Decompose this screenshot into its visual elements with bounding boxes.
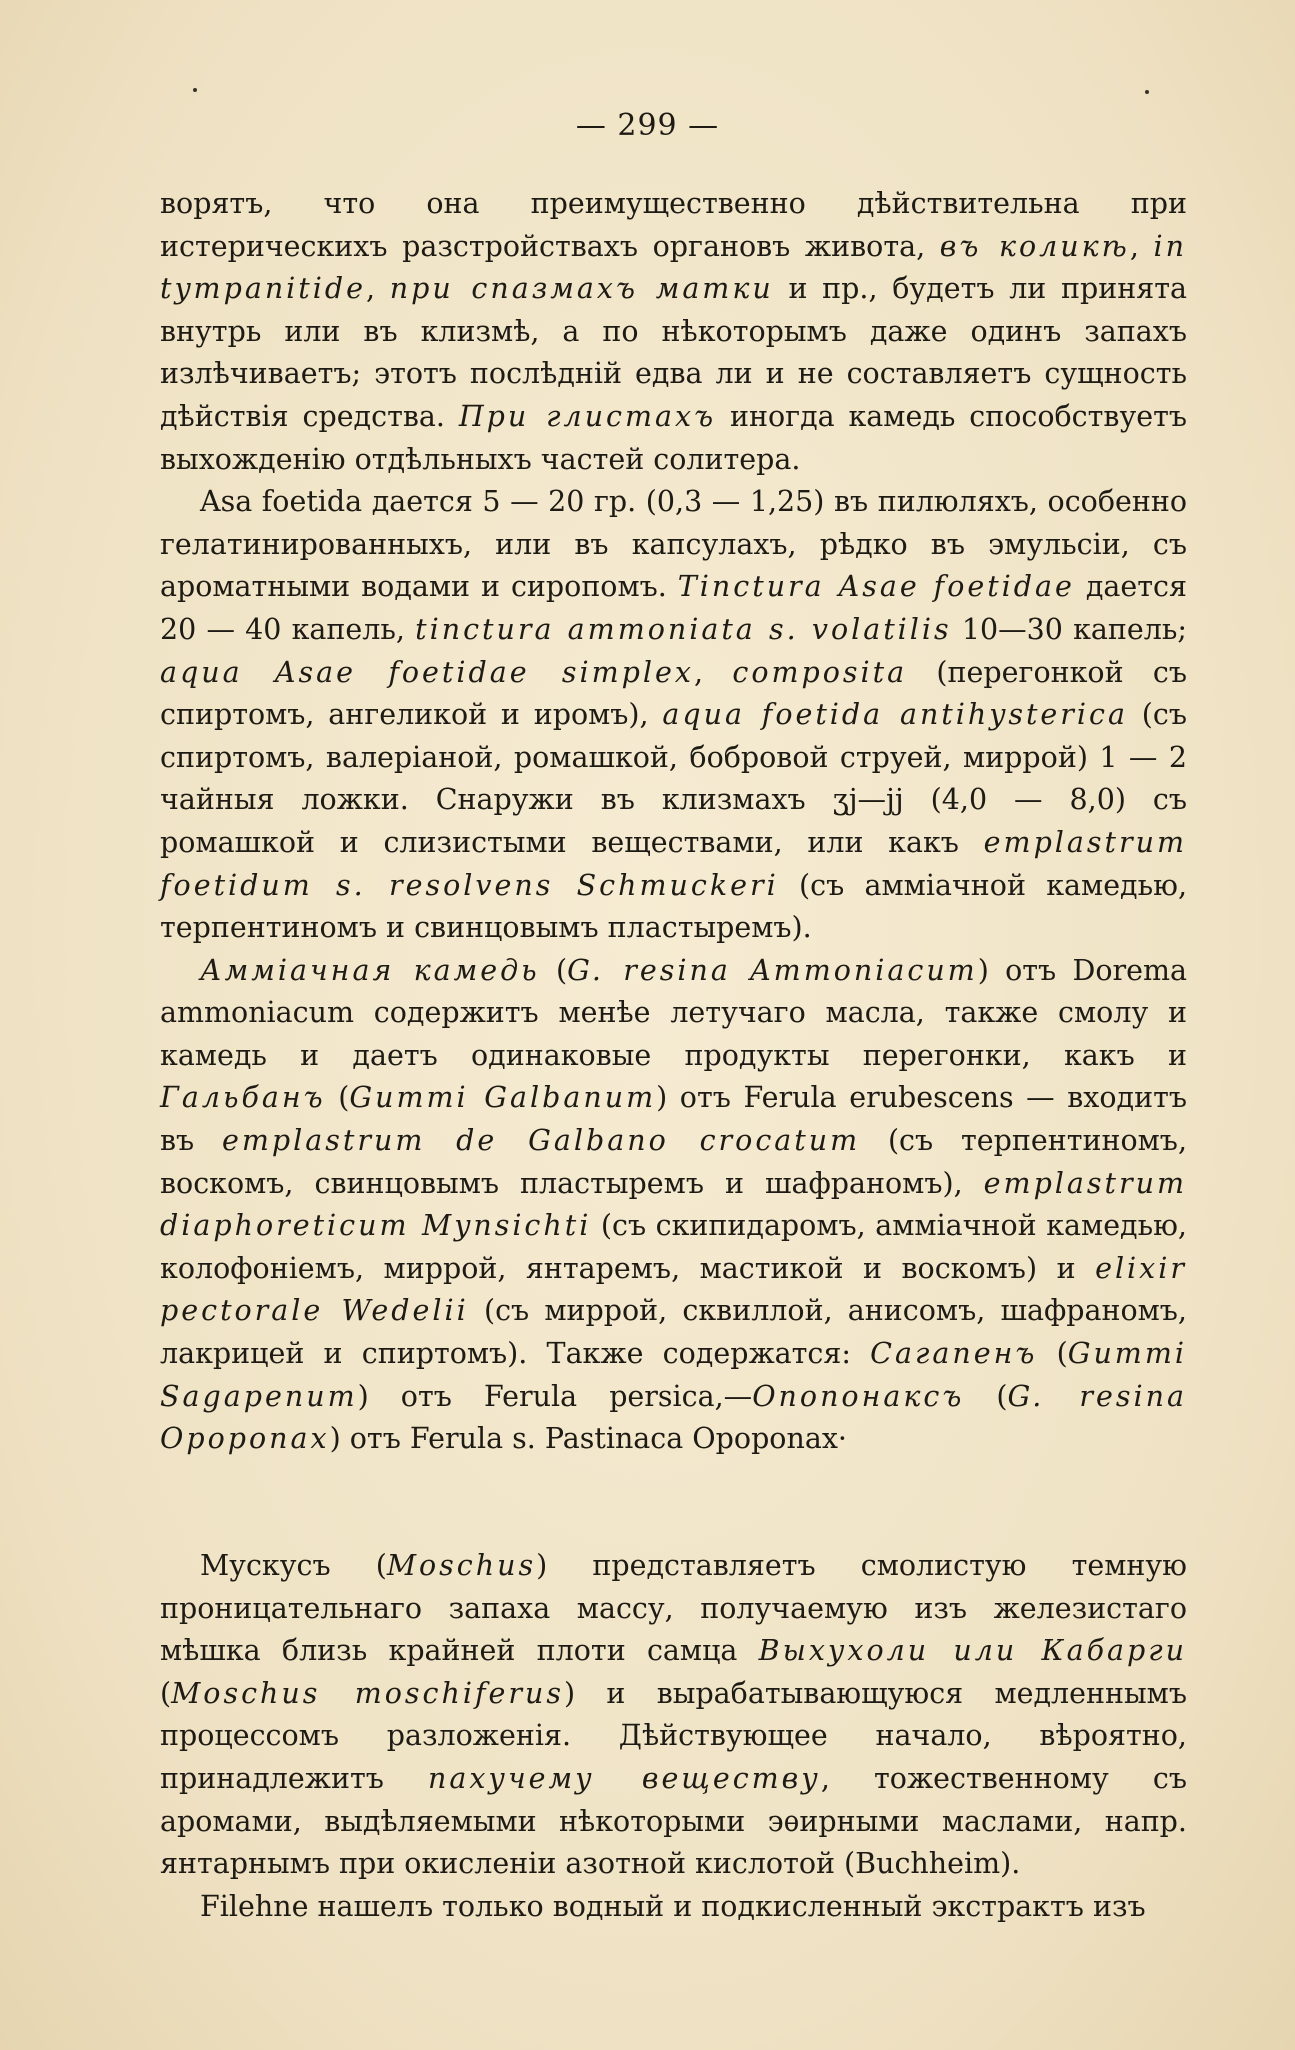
print-speck	[1145, 90, 1149, 94]
text-block-upper	[160, 183, 1187, 1461]
paragraph-filehne: Filehne нашелъ только водный и подкисленный экстрактъ изъ	[200, 1889, 1146, 1923]
paragraph-hysteria: ворятъ, что она преимущественно дѣйствительна при истерическихъ разстройствахъ органовъ живота, въ коликѣ, in tympanitide, при спазмахъ матки и пр., будетъ ли принята внутрь или въ клизмѣ, а по нѣкоторымъ даже одинъ запахъ излѣчиваетъ; этотъ послѣдній едва ли и не составляетъ сущность дѣйствія средства. При глистахъ иногда камедь способствуетъ выхожденію отдѣльныхъ частей солитера.	[160, 187, 1187, 476]
paragraph-ammoniacum: Амміачная камедь (G. resina Ammoniacum) отъ Dorema ammoniacum содержитъ менѣе летучаго масла, также смолу и камедь и даетъ одинаковые продукты перегонки, какъ и Гальбанъ (Gummi Galbanum) отъ Ferula erubescens — входитъ въ emplastrum de Galbano crocatum (съ терпентиномъ, воскомъ, свинцовымъ пластыремъ и шафраномъ), emplastrum diaphoreticum Mynsichti (съ скипидаромъ, амміачной камедью, колофоніемъ, миррой, янтаремъ, мастикой и воскомъ) и elixir pectorale Wedelii (съ миррой, сквиллой, анисомъ, шафраномъ, лакрицей и спиртомъ). Также содержатся: Сагапенъ (Gummi Sagapenum) отъ Ferula persica,—Опопонаксъ (G. resina Opoponax) отъ Ferula s. Pastinaca Opoponax·	[160, 953, 1187, 1456]
paragraph-moschus: Мускусъ (Moschus) представляетъ смолистую темную проницательнаго запаха массу, получаемую изъ железистаго мѣшка близь крайней плоти самца Выхухоли или Кабарги (Moschus moschiferus) и вырабатывающуюся медленнымъ процессомъ разложенія. Дѣйствующее начало, вѣроятно, принадлежитъ пахучему веществу, тожественному съ аромами, выдѣляемыми нѣкоторыми эѳирными маслами, напр. янтарнымъ при окисленіи азотной кислотой (Buchheim).	[160, 1549, 1187, 1881]
page-number: — 299 —	[575, 108, 720, 143]
text-block-lower	[160, 1545, 1187, 1928]
print-speck	[193, 88, 197, 92]
paragraph-asa-foetida-dosage: Asa foetida дается 5 — 20 гр. (0,3 — 1,25) въ пилюляхъ, особенно гелатинированныхъ, или въ капсулахъ, рѣдко въ эмульсіи, съ ароматными водами и сиропомъ. Tinctura Asae foetidae дается 20 — 40 капель, tinctura ammoniata s. volatilis 10—30 капель; aqua Asae foetidae simplex, composita (перегонкой съ спиртомъ, ангеликой и иромъ), aqua foetida antihysterica (съ спиртомъ, валеріаной, ромашкой, бобровой струей, миррой) 1 — 2 чайныя ложки. Снаружи въ клизмахъ ʒj—jj (4,0 — 8,0) съ ромашкой и слизистыми веществами, или какъ emplastrum foetidum s. resolvens Schmuckeri (съ амміачной камедью, терпентиномъ и свинцовымъ пластыремъ).	[160, 485, 1187, 945]
